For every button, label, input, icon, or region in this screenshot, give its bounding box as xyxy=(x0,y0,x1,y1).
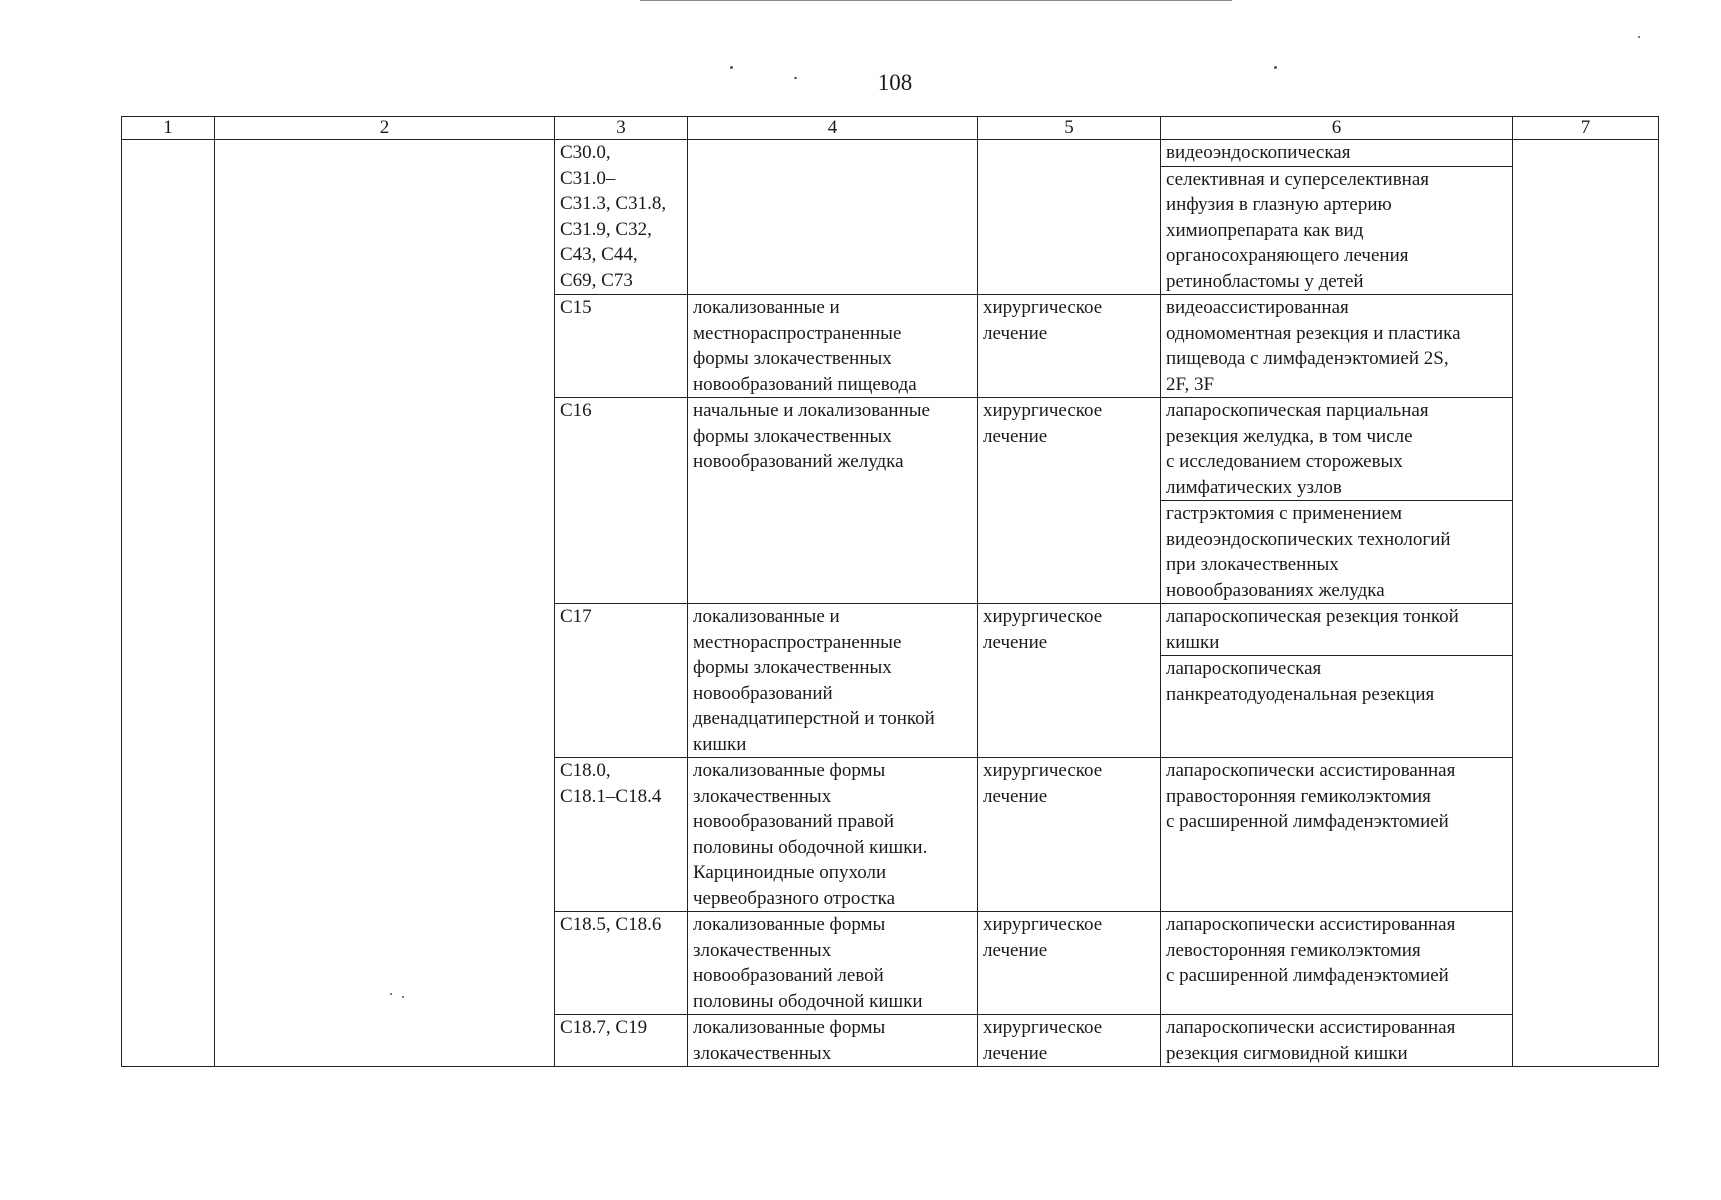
method: лапароскопическая панкреатодуоденальная резекция xyxy=(1166,658,1435,705)
icd-codes: С30.0, С31.0– С31.3, С31.8, С31.9, С32, С43, С44, С69, С73 xyxy=(555,140,688,295)
diagnosis: локализованные и местнораспространенные формы злокачественных новообразований пищевода xyxy=(688,295,978,398)
column-number-row xyxy=(122,117,1659,140)
top-rule xyxy=(640,0,1232,1)
icd-codes: С15 xyxy=(555,295,688,398)
table-row xyxy=(122,140,1659,295)
column-number: 3 xyxy=(555,117,688,140)
column-number: 4 xyxy=(688,117,978,140)
method: гастрэктомия с применением видеоэндоскопических технологий при злокачественных новообразованиях желудка xyxy=(1166,503,1451,601)
diagnosis: начальные и локализованные формы злокачественных новообразований желудка xyxy=(688,398,978,604)
scan-speck xyxy=(730,66,733,69)
col7-cell xyxy=(1513,140,1659,1067)
column-number: 2 xyxy=(215,117,555,140)
method: видеоэндоскопическая xyxy=(1161,140,1512,167)
procedures-table xyxy=(121,116,1659,1067)
methods-cell xyxy=(1161,398,1513,604)
column-number: 6 xyxy=(1161,117,1513,140)
treatment-type: хирургическое лечение xyxy=(978,758,1161,912)
icd-codes: С17 xyxy=(555,604,688,758)
methods-cell xyxy=(1161,912,1513,1015)
method: селективная и суперселективная инфузия в глазную артерию химиопрепарата как вид органосохраняющего лечения ретинобластомы у детей xyxy=(1166,168,1430,292)
treatment-type: хирургическое лечение xyxy=(978,1015,1161,1067)
methods-cell xyxy=(1161,1015,1513,1067)
treatment-type: хирургическое лечение xyxy=(978,295,1161,398)
method: лапароскопически ассистированная резекция сигмовидной кишки xyxy=(1166,1017,1456,1064)
diagnosis: локализованные и местнораспространенные формы злокачественных новообразований двенадцатиперстной и тонкой кишки xyxy=(688,604,978,758)
methods-cell xyxy=(1161,295,1513,398)
page-number: 108 xyxy=(877,70,913,95)
icd-codes: С18.0, С18.1–С18.4 xyxy=(555,758,688,912)
column-number: 7 xyxy=(1513,117,1659,140)
treatment-type: хирургическое лечение xyxy=(978,604,1161,758)
icd-codes: С18.5, С18.6 xyxy=(555,912,688,1015)
diagnosis: локализованные формы злокачественных xyxy=(688,1015,978,1067)
method: видеоассистированная одномоментная резекция и пластика пищевода с лимфаденэктомией 2S, 2F, 3F xyxy=(1166,297,1461,395)
treatment-type: хирургическое лечение xyxy=(978,398,1161,604)
diagnosis: локализованные формы злокачественных новообразований левой половины ободочной кишки xyxy=(688,912,978,1015)
icd-codes: С16 xyxy=(555,398,688,604)
scan-speck xyxy=(794,77,797,79)
treatment-type: хирургическое лечение xyxy=(978,912,1161,1015)
column-number: 5 xyxy=(978,117,1161,140)
icd-codes: С18.7, С19 xyxy=(555,1015,688,1067)
col1-cell xyxy=(122,140,215,1067)
method: лапароскопически ассистированная левосторонняя гемиколэктомия с расширенной лимфаденэктомией xyxy=(1166,914,1456,986)
scan-speck xyxy=(1274,66,1277,69)
method: лапароскопически ассистированная правосторонняя гемиколэктомия с расширенной лимфаденэктомией xyxy=(1166,760,1456,832)
column-number: 1 xyxy=(122,117,215,140)
scan-speck xyxy=(1638,36,1640,38)
treatment-type xyxy=(978,140,1161,295)
methods-cell xyxy=(1161,604,1513,758)
method: лапароскопическая резекция тонкой кишки xyxy=(1161,604,1512,656)
col2-cell xyxy=(215,140,555,1067)
methods-cell xyxy=(1161,758,1513,912)
diagnosis xyxy=(688,140,978,295)
methods-cell xyxy=(1161,140,1513,295)
method: лапароскопическая парциальная резекция желудка, в том числе с исследованием сторожевых лимфатических узлов xyxy=(1161,398,1512,501)
diagnosis: локализованные формы злокачественных новообразований правой половины ободочной кишки. Карциноидные опухоли червеобразного отростка xyxy=(688,758,978,912)
